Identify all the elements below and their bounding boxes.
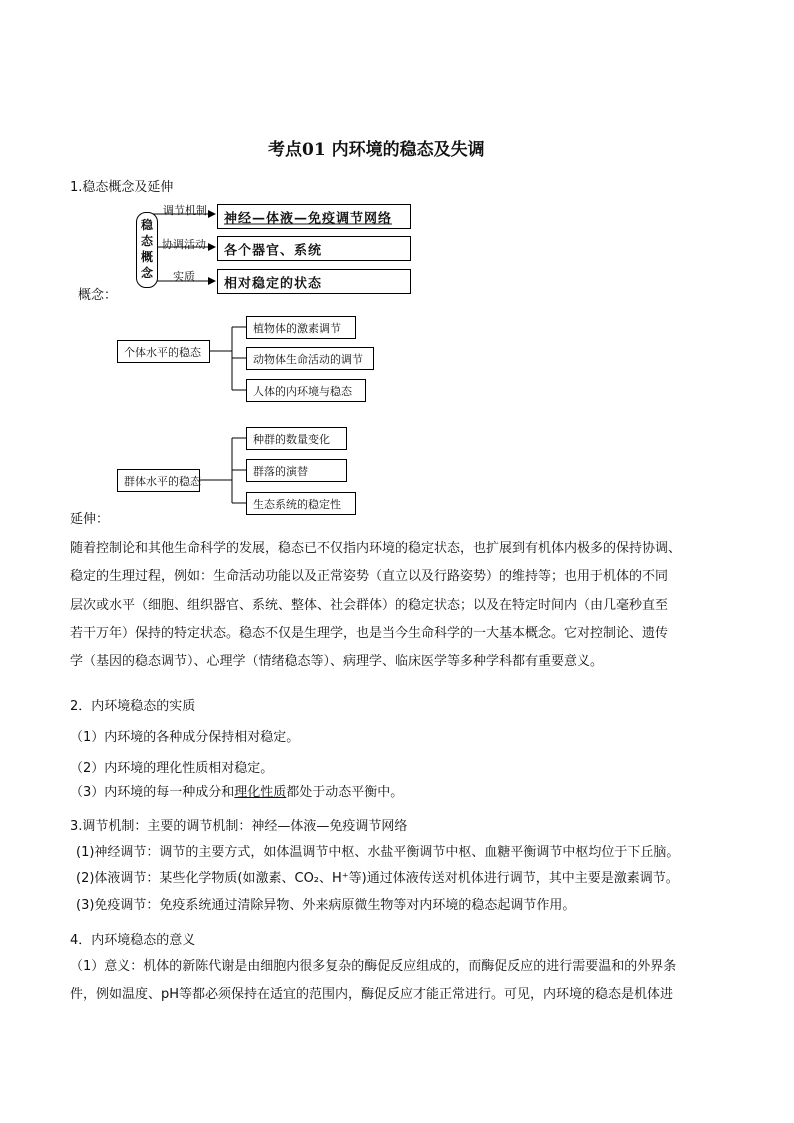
arrow-label-mechanism: 调节机制 <box>163 204 207 217</box>
extension-label: 延伸： <box>70 512 110 527</box>
individual-item-human: 人体的内环境与稳态 <box>246 379 366 402</box>
section2-item-1: （1）内环境的各种成分保持相对稳定。 <box>70 730 300 745</box>
individual-item-plant: 植物体的激素调节 <box>246 316 356 339</box>
group-item-ecosystem: 生态系统的稳定性 <box>246 492 356 515</box>
arrow-label-essence: 实质 <box>173 270 195 283</box>
section4-paragraph: （1）意义：机体的新陈代谢是由细胞内很多复杂的酶促反应组成的，而酶促反应的进行需要温和的外界条 件，例如温度、pH等都必须保持在适宜的范围内，酶促反应才能正常进行。可见，内环境的稳态是机体进 <box>70 959 677 1003</box>
section3-heading: 3.调节机制：主要的调节机制：神经—体液—免疫调节网络 <box>70 819 408 834</box>
page-title: 考点01 内环境的稳态及失调 <box>268 140 485 160</box>
group-level-box: 群体水平的稳态 <box>117 469 200 492</box>
section1-heading: 1.稳态概念及延伸 <box>70 180 174 195</box>
arrow-label-coordination: 协调活动 <box>162 238 206 251</box>
group-item-population: 种群的数量变化 <box>246 427 347 450</box>
concept-box-state: 相对稳定的状态 <box>217 269 411 294</box>
section2-item-3: （3）内环境的每一种成分和理化性质都处于动态平衡中。 <box>70 785 404 800</box>
concept-box-organs: 各个器官、系统 <box>217 236 411 261</box>
individual-level-box: 个体水平的稳态 <box>117 340 210 363</box>
section2-item-2: （2）内环境的理化性质相对稳定。 <box>70 761 274 776</box>
concept-box-network: 神经—体液—免疫调节网络 <box>217 204 411 229</box>
concept-label: 概念： <box>78 288 118 303</box>
section2-heading: 2．内环境稳态的实质 <box>70 699 196 714</box>
core-concept-box: 稳 态 概 念 <box>136 212 158 288</box>
section4-heading: 4．内环境稳态的意义 <box>70 933 196 948</box>
section3-item-2: (2)体液调节：某些化学物质(如激素、CO₂、H⁺等)通过体液传送对机体进行调节，其中主要是激素调节。 <box>76 871 679 886</box>
group-item-succession: 群落的演替 <box>246 459 347 482</box>
extension-paragraph: 随着控制论和其他生命科学的发展，稳态已不仅指内环境的稳定状态，也扩展到有机体内极多的保持协调、 稳定的生理过程，例如：生命活动功能以及正常姿势（直立以及行路姿势）的维持等；也用于机体的不同 层次或水平（细胞、组织器官、系统、整体、社会群体）的稳定状态；以及在特定时间内（由几毫秒直至 若干万年）保持的特定状态。稳态不仅是生理学，也是当今生命科学的一大基本概念。它对控制论、遗传 学（基因的稳态调节）、心理学（情绪稳态等）、病理学、临床医学等多种学科都有重要意义。 <box>70 541 682 670</box>
section3-item-1: (1)神经调节：调节的主要方式，如体温调节中枢、水盐平衡调节中枢、血糖平衡调节中枢均位于下丘脑。 <box>76 845 680 860</box>
individual-item-animal: 动物体生命活动的调节 <box>246 347 374 370</box>
section3-item-3: (3)免疫调节：免疫系统通过清除异物、外来病原微生物等对内环境的稳态起调节作用。 <box>76 898 576 913</box>
